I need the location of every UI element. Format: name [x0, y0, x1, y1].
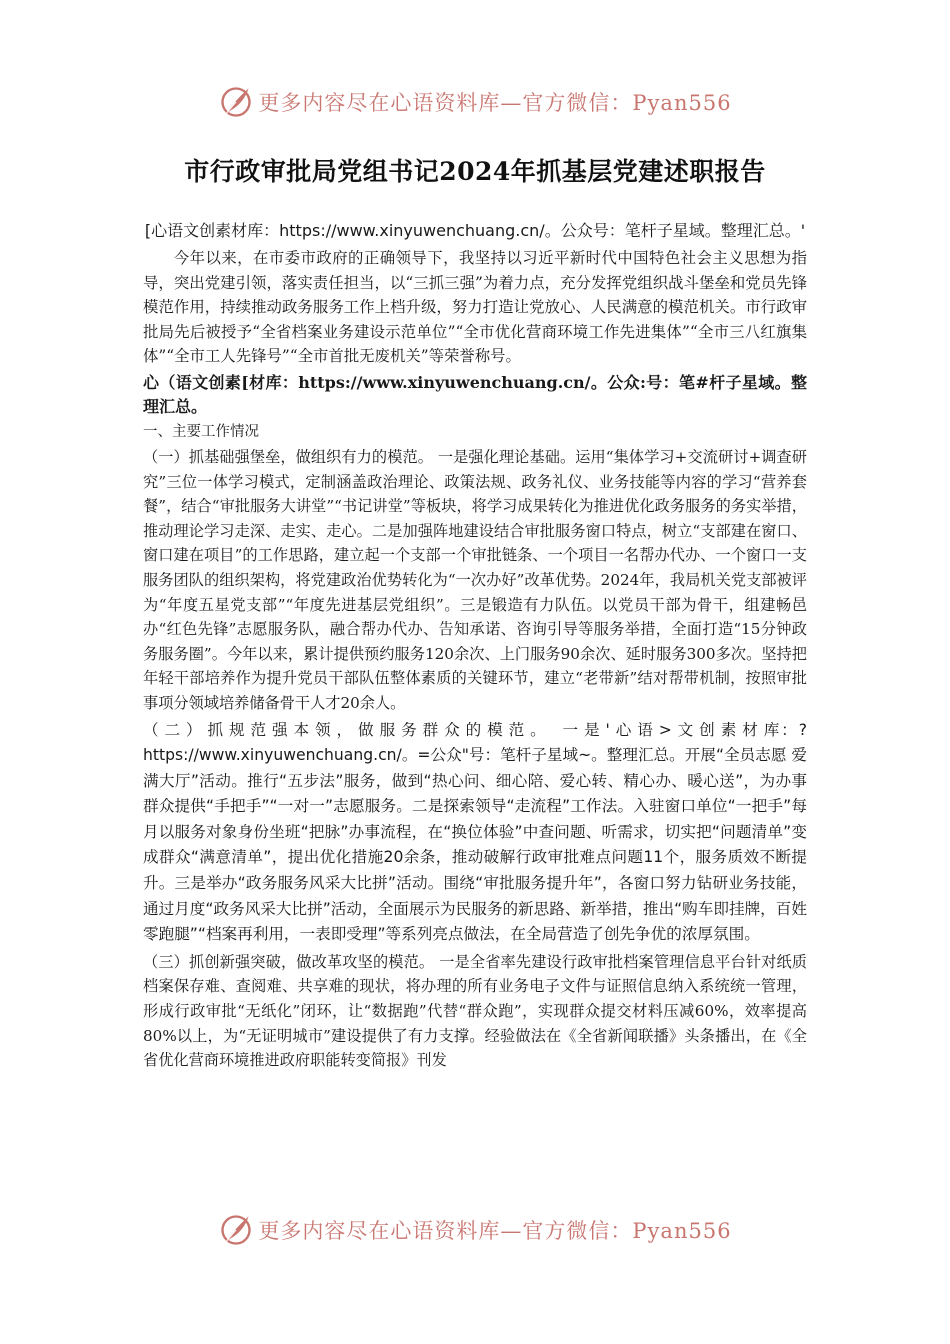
part-three-paragraph: （三）抓创新强突破，做改革攻坚的模范。 一是全省率先建设行政审批档案管理信息平台针对纸质档案保存难、查阅难、共享难的现状，将办理的所有业务电子文件与证照信息纳入系统统一管理，形成行政审批“无纸化”闭环，让“数据跑”代替“群众跑”，实现群众提交材料压减60%，效率提高80%以上，为“无证明城市”建设提供了有力支撑。经验做法在《全省新闻联播》头条播出，在《全省优化营商环境推进政府职能转变简报》刊发	[143, 952, 807, 1070]
document-title: 市行政审批局党组书记2024年抓基层党建述职报告	[184, 157, 766, 186]
quill-logo-icon	[218, 84, 254, 120]
banner-text: 更多内容尽在心语资料库—官方微信：Pyan556	[258, 1219, 732, 1243]
section-heading: 一、主要工作情况	[143, 423, 259, 440]
part-two-body: 库：?https://www.xinyuwenchuang.cn/。=公众"号：笔杆子星域~。整理汇总。开展“全员志愿 爱满大厅”活动。推行“五步法”服务，做到“热心问、细心陪、爱心转、精心办、暖心送”，为办事群众提供“手把手”“一对一”志愿服务。二是探索领导“走流程”工作法。入驻窗口单位“一把手”每月以服务对象身份坐班“把脉”办事流程，在“换位体验”中查问题、听需求，切实把“问题清单”变成群众“满意清单”，提出优化措施20余条，推动破解行政审批难点问题11个，服务质效不断提升。三是举办“政务服务风采大比拼”活动。围绕“审批服务提升年”，各窗口努力钻研业务技能，通过月度“政务风采大比拼”活动，全面展示为民服务的新思路、新举措，推出“购车即挂牌，百姓零跑腿”“档案再利用，一表即受理”等系列亮点做法，在全局营造了创先争优的浓厚氛围。	[143, 720, 808, 944]
part-one-paragraph: （一）抓基础强堡垒，做组织有力的模范。 一是强化理论基础。运用“集体学习+交流研讨+调查研究”三位一体学习模式，定制涵盖政治理论、政策法规、政务礼仪、业务技能等内容的学习“营养套餐”，结合“审批服务大讲堂”“书记讲堂”等板块，将学习成果转化为推进优化政务服务的务实举措，推动理论学习走深、走实、走心。二是加强阵地建设结合审批服务窗口特点，树立“支部建在窗口、窗口建在项目”的工作思路，建立起一个支部一个审批链条、一个项目一名帮办代办、一个窗口一支服务团队的组织架构，将党建政治优势转化为“一次办好”改革优势。2024年，我局机关党支部被评为“年度五星党支部”“年度先进基层党组织”。三是锻造有力队伍。以党员干部为骨干，组建畅邑办“红色先锋”志愿服务队，融合帮办代办、告知承诺、咨询引导等服务举措，全面打造“15分钟政务服务圈”。今年以来，累计提供预约服务120余次、上门服务90余次、延时服务300多次。坚持把年轻干部培养作为提升党员干部队伍整体素质的关键环节，建立“老带新”结对帮带机制，按照审批事项分领域培养储备骨干人才20余人。	[143, 447, 807, 712]
intro-paragraph: 今年以来，在市委市政府的正确领导下，我坚持以习近平新时代中国特色社会主义思想为指导，突出党建引领，落实责任担当，以“三抓三强”为着力点，充分发挥党组织战斗堡垒和党员先锋模范作用，持续推动政务服务工作上档升级，努力打造让党放心、人民满意的模范机关。市行政审批局先后被授予“全省档案业务建设示范单位”“全市优化营商环境工作先进集体”“全市三八红旗集体”“全市工人先锋号”“全市首批无废机关”等荣誉称号。	[143, 249, 807, 366]
source-note-inline: 心（语文创素[材库：https://www.xinyuwenchuang.cn/。公众:号：笔#杆子星域。整理汇总。	[143, 372, 807, 416]
banner-text: 更多内容尽在心语资料库—官方微信：Pyan556	[258, 91, 732, 115]
source-note: [心语文创素材库：https://www.xinyuwenchuang.cn/。公众号：笔杆子星域。整理汇总。'	[144, 221, 806, 240]
part-two-paragraph	[143, 718, 807, 948]
part-two-lead: （二）抓规范强本领，做服务群众的模范。 一是'心语>文创素材	[143, 720, 764, 739]
document-body	[143, 218, 807, 1073]
footer-banner	[0, 1208, 950, 1252]
quill-logo-icon	[218, 1212, 254, 1248]
header-banner	[0, 80, 950, 124]
